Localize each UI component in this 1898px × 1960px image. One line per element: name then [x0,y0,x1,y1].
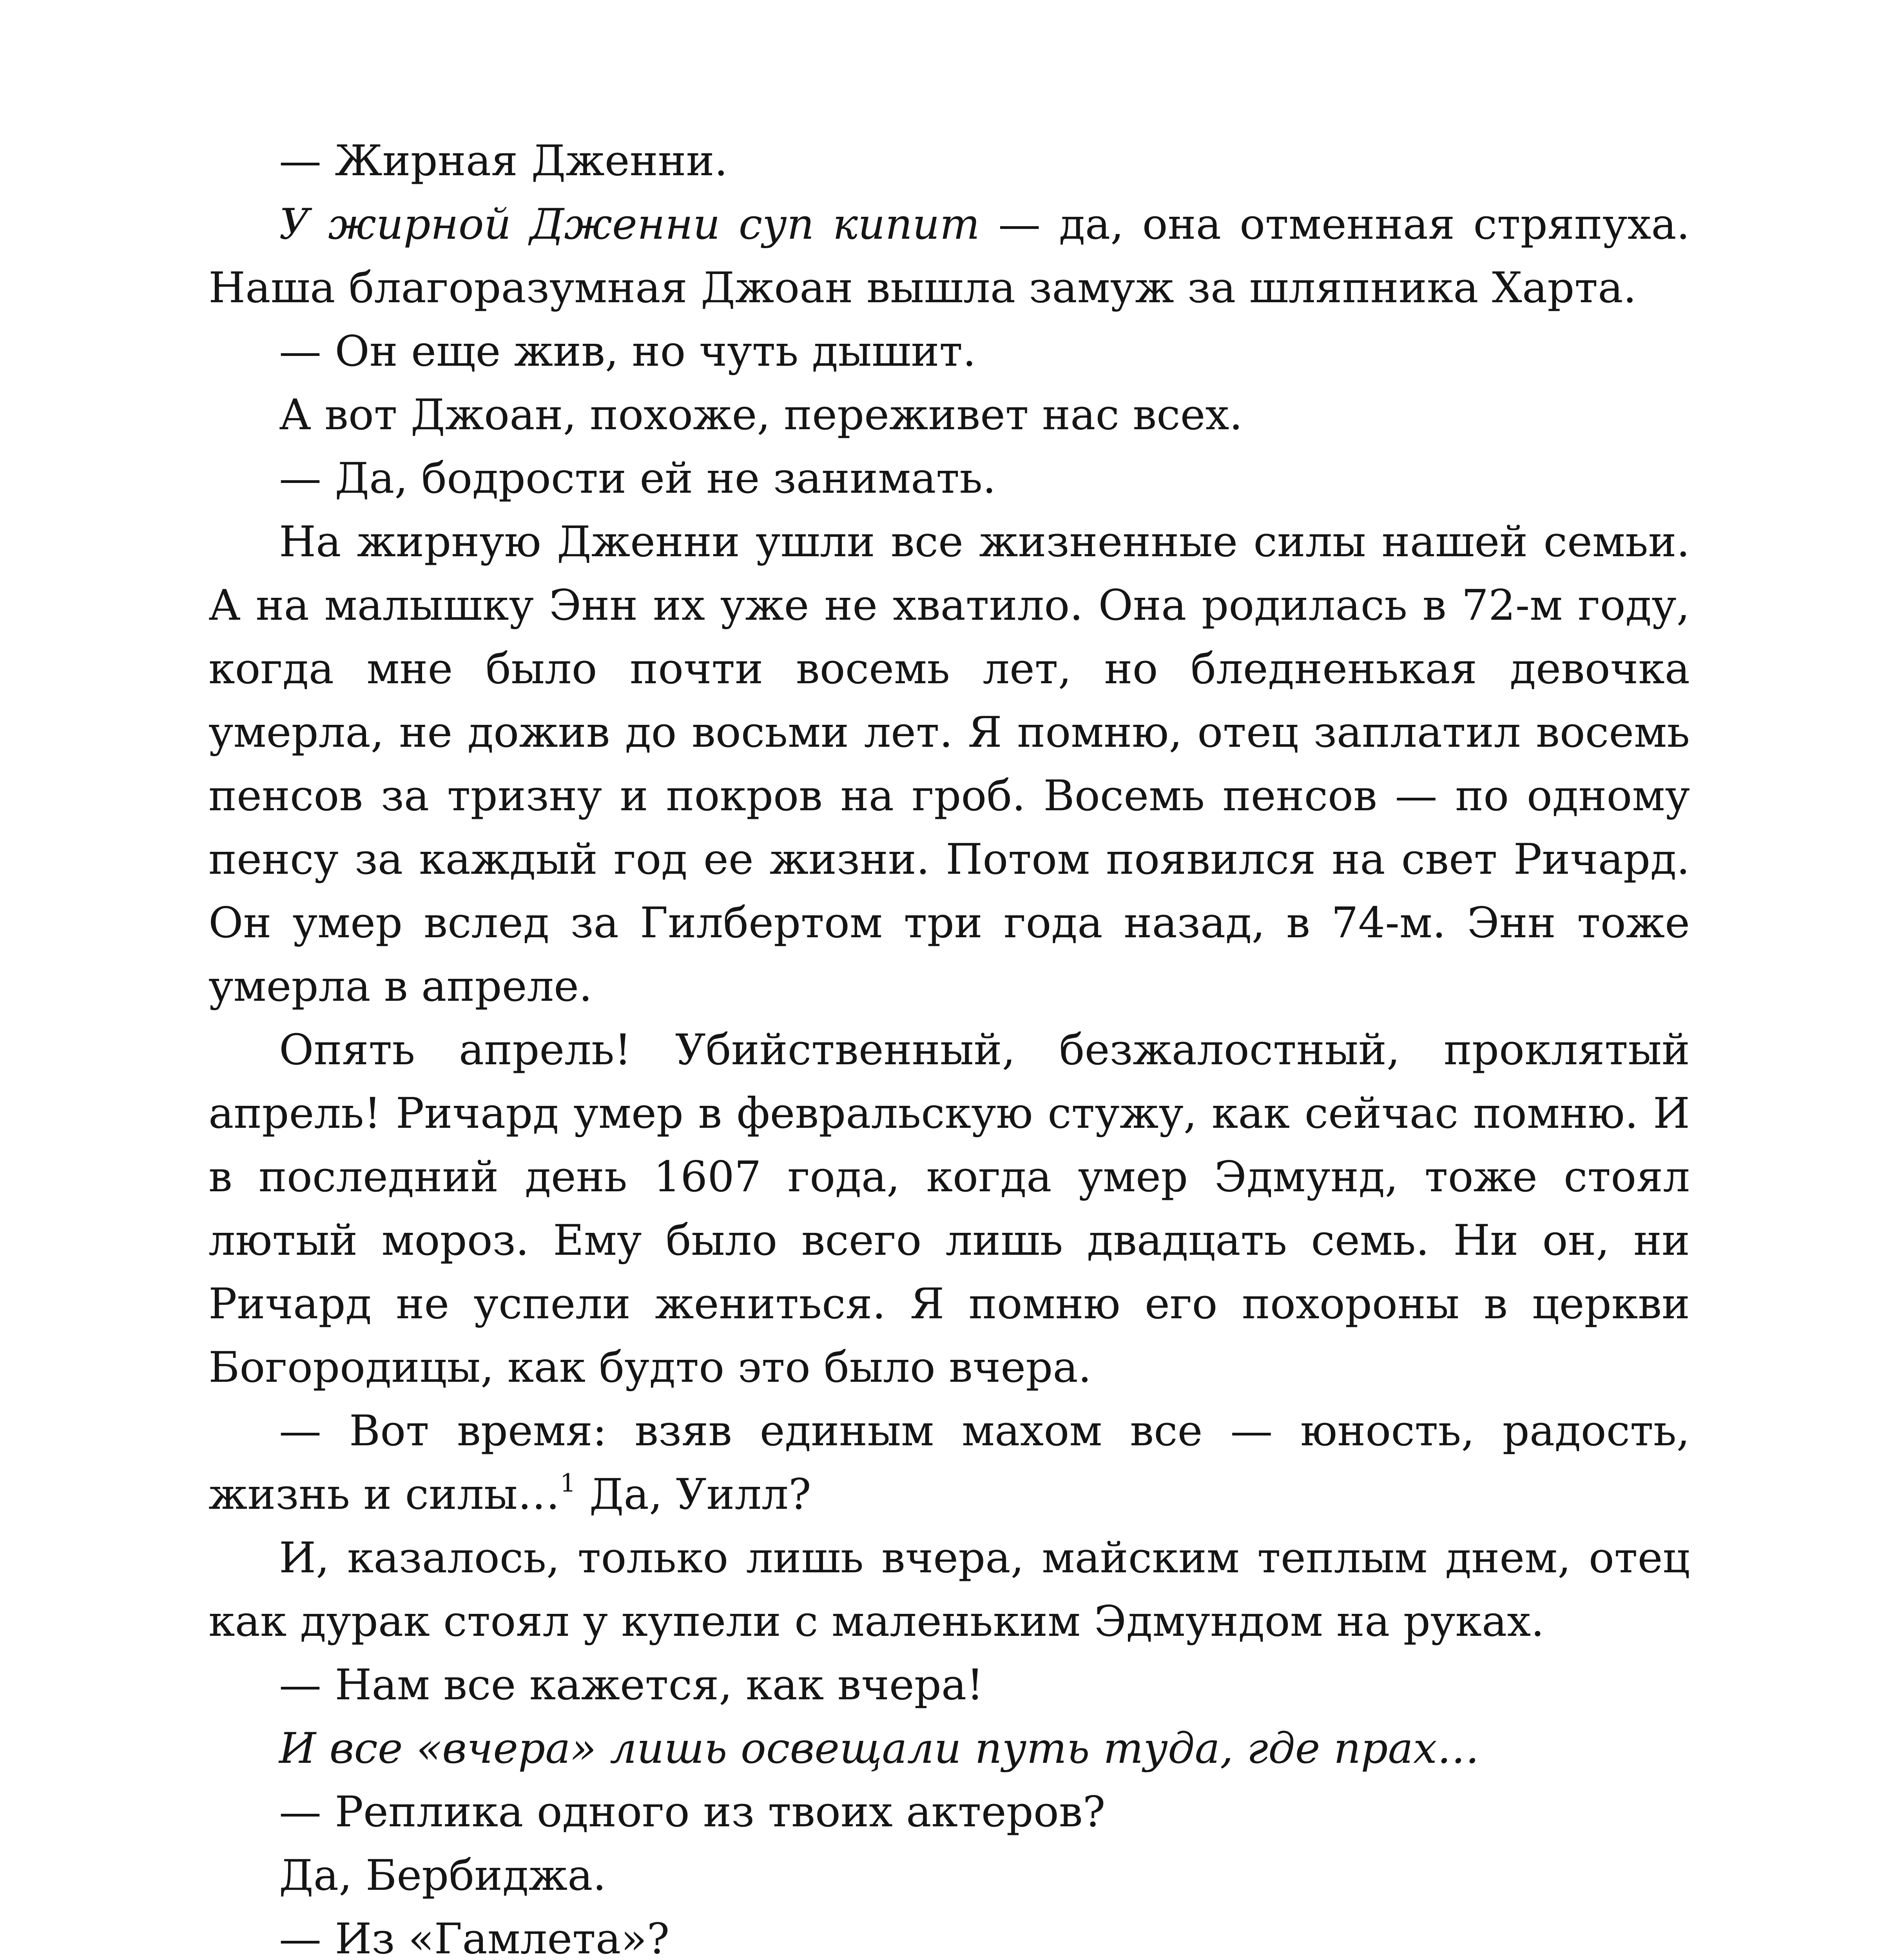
paragraph-1: — Жирная Дженни. [279,136,728,185]
footnote-reference[interactable]: 1 [560,1469,576,1498]
italic-quote: У жирной Дженни суп кипит [279,200,980,249]
body-text [208,129,1690,1960]
paragraph-12: — Реплика одного из твоих актеров? [279,1788,1106,1837]
paragraph-3: — Он еще жив, но чуть дышит. [279,327,976,376]
paragraph-2: У жирной Дженни суп кипит — да, она отменная стряпуха. Наша благоразумная Джоан вышла замуж за шляпника Харта. [208,200,1690,312]
paragraph-4: А вот Джоан, похоже, переживет нас всех. [279,390,1243,439]
paragraph-9: И, казалось, только лишь вчера, майским теплым днем, отец как дурак стоял у купели с маленьким Эдмундом на руках. [208,1534,1690,1646]
paragraph-8: — Вот время: взяв единым махом все — юность, радость, жизнь и силы…$^1$ Да, Уилл? [208,1406,1690,1519]
paragraph-10: — Нам все кажется, как вчера! [279,1661,984,1710]
paragraph-13: Да, Бербиджа. [279,1851,606,1900]
paragraph-6: На жирную Дженни ушли все жизненные силы нашей семьи. А на малышку Энн их уже не хватило. Она родилась в 72-м году, когда мне было почти восемь лет, но бледненькая девочка умерла, не дожив до восьми лет. Я помню, отец заплатил восемь пенсов за тризну и покров на гроб. Восемь пенсов — по одному пенсу за каждый год ее жизни. Потом появился на свет Ричард. Он умер вслед за Гилбертом три года назад, в 74-м. Энн тоже умерла в апреле. [208,517,1690,1011]
paragraph-7: Опять апрель! Убийственный, безжалостный, проклятый апрель! Ричард умер в февральскую стужу, как сейчас помню. И в последний день 1607 года, когда умер Эдмунд, тоже стоял лютый мороз. Ему было всего лишь двадцать семь. Ни он, ни Ричард не успели жениться. Я помню его похороны в церкви Богородицы, как будто это было вчера. [208,1025,1690,1392]
paragraph-14: — Из «Гамлета»? [279,1915,670,1960]
italic-quote: И все «вчера» лишь освещали путь туда, где прах… [279,1724,1479,1773]
paragraph-11 [208,1717,1690,1780]
paragraph-5: — Да, бодрости ей не занимать. [279,454,996,503]
